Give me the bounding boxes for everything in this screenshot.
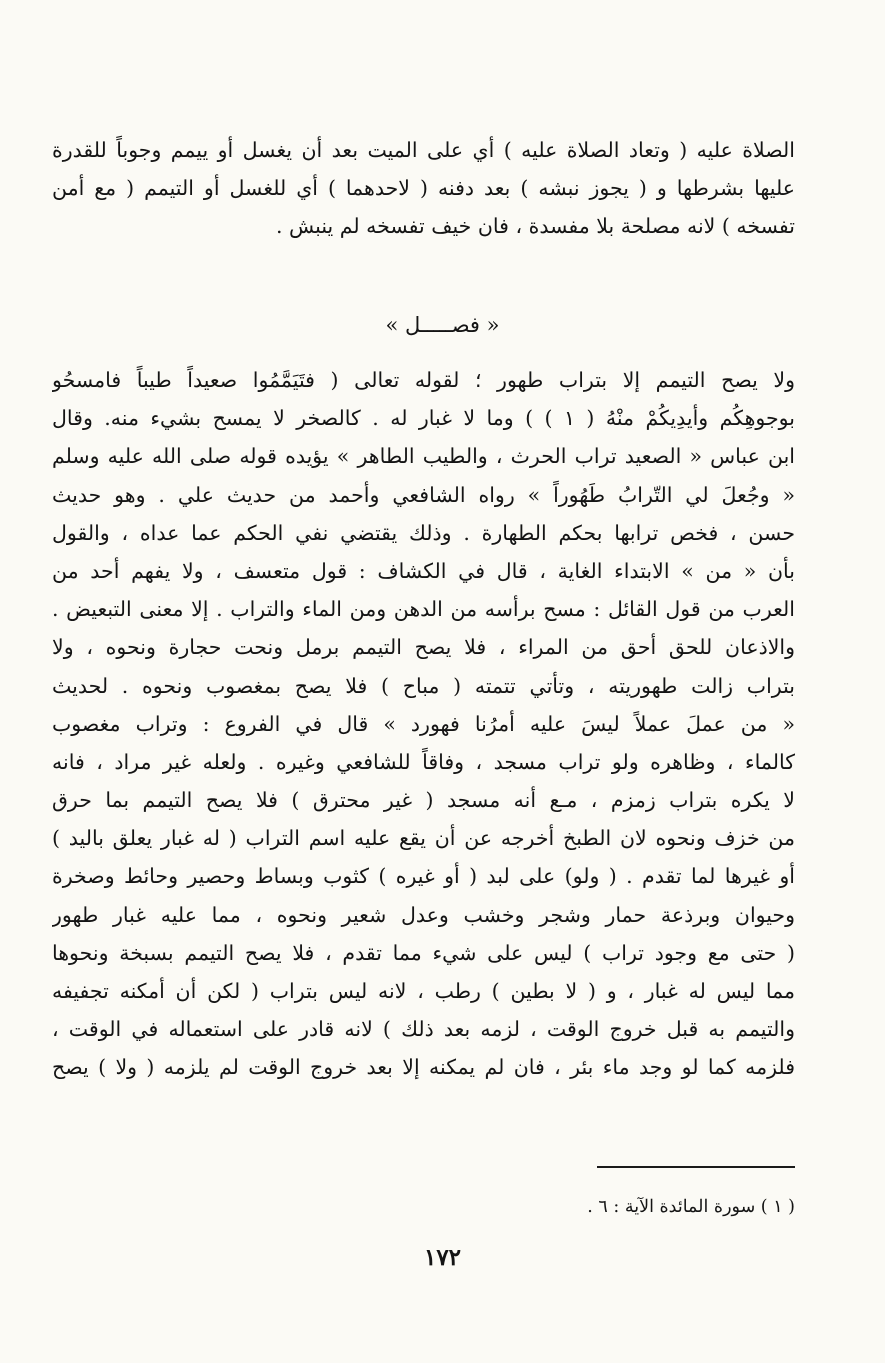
text-line: والاذعان للحق أحق من المراء ، فلا يصح التيمم برمل ونحت حجارة ونحوه ، ولا <box>52 635 795 660</box>
footnote: ( ١ ) سورة المائدة الآية : ٦ . <box>587 1197 795 1217</box>
text-line: من خزف ونحوه لان الطبخ أخرجه عن أن يقع عليه اسم التراب ( له غبار يعلق باليد ) <box>52 826 795 851</box>
text-line: بتراب زالت طهوريته ، وتأتي تتمته ( مباح ) فلا يصح بمغصوب ونحوه . لحديث <box>52 673 795 698</box>
text-line: ( حتى مع وجود تراب ) ليس على شيء مما تقدم ، فلا يصح التيمم بسبخة ونحوها <box>52 940 795 965</box>
text-line: وحيوان وبرذعة حمار وشجر وخشب وعدل شعير ونحوه ، مما عليه غبار طهور <box>52 902 795 927</box>
text-line: ابن عباس « الصعيد تراب الحرث ، والطيب الطاهر » يؤيده قوله صلى الله عليه وسلم <box>52 444 795 469</box>
text-line: تفسخه ) لانه مصلحة بلا مفسدة ، فان خيف تفسخه لم ينبش . <box>275 214 795 239</box>
text-line: « من عملَ عملاً ليسَ عليه أمرُنا فهورد » قال في الفروع : وتراب مغصوب <box>52 711 795 736</box>
text-line: أو غيرها لما تقدم . ( ولو) على لبد ( أو غيره ) كثوب وبساط وحصير وحائط وصخرة <box>52 864 795 889</box>
footnote-divider <box>597 1166 795 1168</box>
page-number: ١٧٢ <box>423 1244 462 1271</box>
text-line: حسن ، فخص ترابها بحكم الطهارة . وذلك يقتضي نفي الحكم عما عداه ، والقول <box>52 520 795 545</box>
paragraph-main <box>52 361 795 1087</box>
section-heading: « فصـــــل » <box>385 313 500 337</box>
text-line: بأن « من » الابتداء الغاية ، قال في الكشاف : قول متعسف ، ولا يفهم أحد من <box>52 558 795 583</box>
text-line: الصلاة عليه ( وتعاد الصلاة عليه ) أي على الميت بعد أن يغسل أو ييمم وجوباً للقدرة <box>52 138 795 162</box>
paragraph-continued <box>52 131 795 246</box>
text-line: ولا يصح التيمم إلا بتراب طهور ؛ لقوله تعالى ( فتَيَمَّمُوا صعيداً طيباً فامسحُو <box>52 368 795 392</box>
text-line: العرب من قول القائل : مسح برأسه من الدهن ومن الماء والتراب . إلا معنى التبعيض . <box>52 597 795 622</box>
text-line: لا يكره بتراب زمزم ، مـع أنه مسجد ( غير محترق ) فلا يصح التيمم بما حرق <box>52 788 795 813</box>
text-line: « وجُعلَ لي التّرابُ طَهُوراً » رواه الشافعي وأحمد من حديث علي . وهو حديث <box>52 482 795 507</box>
text-line: بوجوهِكُم وأيدِيكُمْ منْهُ ( ١ ) ) وما لا غبار له . كالصخر لا يمسح بشيء منه. وقال <box>52 406 795 431</box>
text-line: عليها بشرطها و ( يجوز نبشه ) بعد دفنه ( لاحدهما ) أي للغسل أو التيمم ( مع أمن <box>52 176 795 201</box>
text-line: كالماء ، وظاهره ولو تراب مسجد ، وفاقاً للشافعي وغيره . ولعله غير مراد ، فانه <box>52 749 795 774</box>
text-line: فلزمه كما لو وجد ماء بئر ، فان لم يمكنه إلا بعد خروج الوقت لم يلزمه ( ولا ) يصح <box>52 1055 795 1080</box>
text-line: والتيمم به قبل خروج الوقت ، لزمه بعد ذلك ) لانه قادر على استعماله في الوقت ، <box>52 1017 795 1042</box>
text-line: مما ليس له غبار ، و ( لا بطين ) رطب ، لانه ليس بتراب ( لكن أن أمكنه تجفيفه <box>52 979 795 1003</box>
